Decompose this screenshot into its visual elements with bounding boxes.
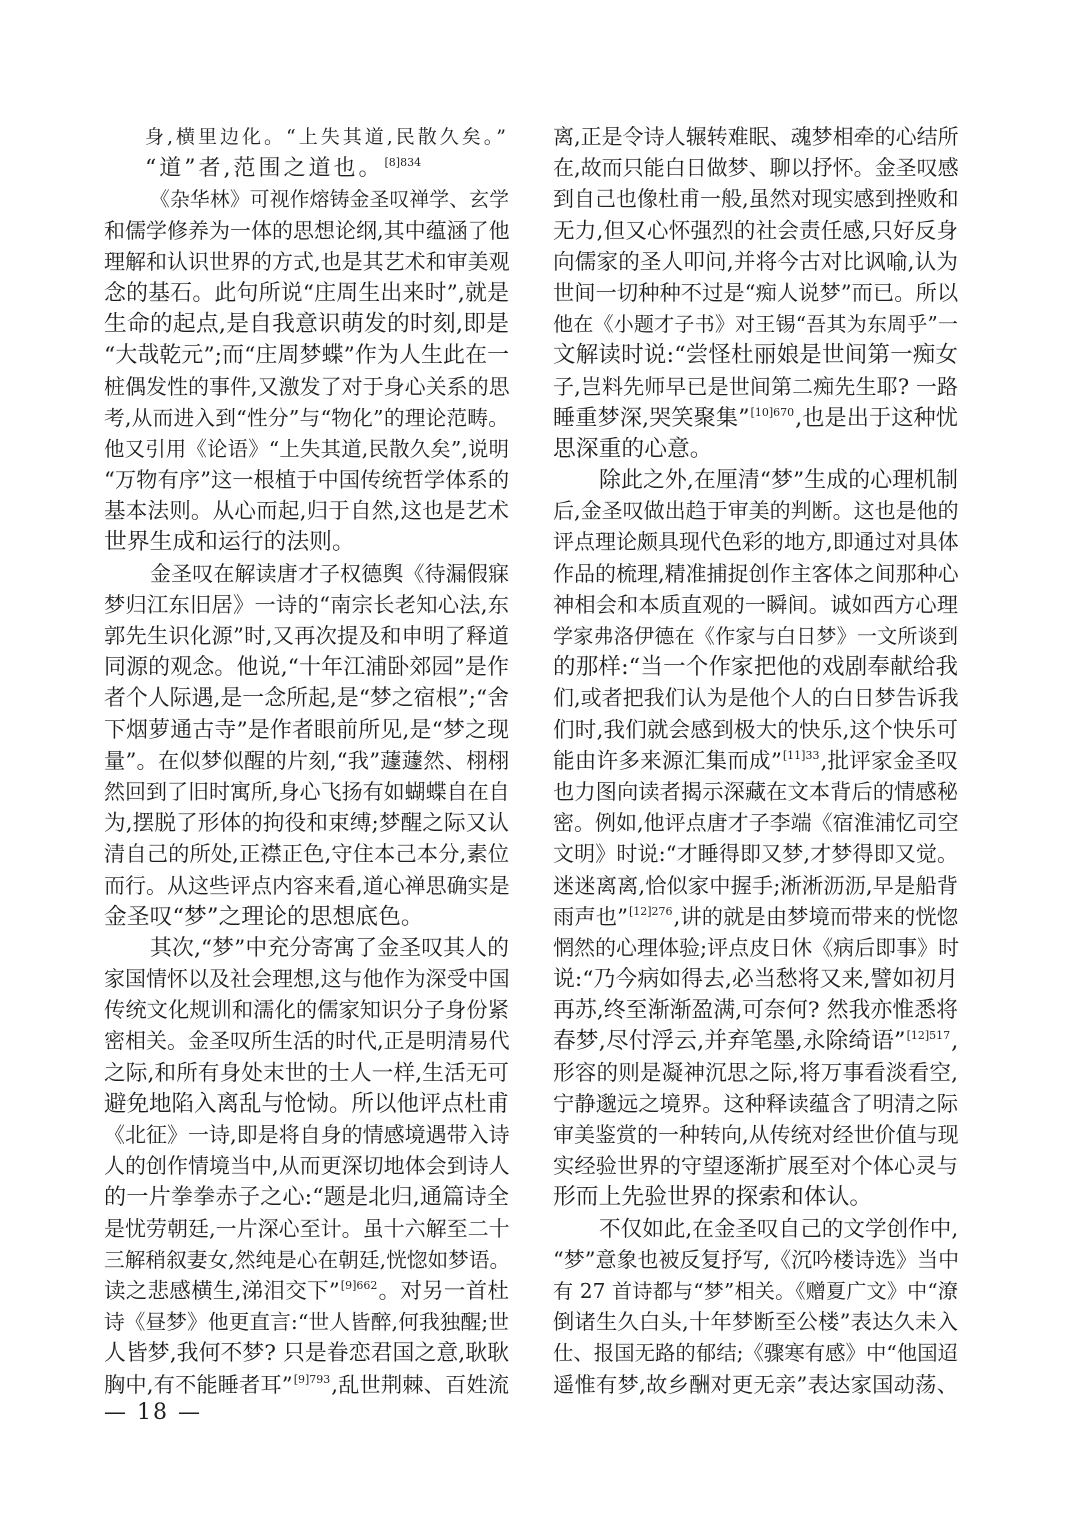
text-line: 同源的观念。他说,“十年江浦卧郊园”是作 [104,655,509,681]
text-line: 子,岂料先师早已是世间第二痴先生耶? 一路 [553,374,958,399]
text-line: 清自己的所处,正襟正色,守住本己本分,素位 [104,842,509,868]
text-segment: ,也是出于这种忧 [795,404,958,431]
text-line: 而行。从这些评点内容来看,道心禅思确实是 [104,873,510,898]
text-line: 学家弗洛伊德在《作家与白日梦》一文所谈到 [553,624,958,648]
text-line: 的一片拳拳赤子之心:“题是北归,通篇诗全 [104,1184,509,1211]
text-line: 后,金圣叹做出趋于审美的判断。这也是他的 [553,499,959,524]
text-line [104,153,509,184]
text-line: 他在《小题才子书》对王锡“吾其为东周乎”一 [553,312,958,337]
text-line: 郭先生识化源”时,又再次提及和申明了释道 [104,624,509,649]
text-line: 密相关。金圣叹所生活的时代,正是明清易代 [104,1029,510,1054]
text-line: 说:“乃今病如得去,必当愁将又来,譬如初月 [553,967,958,993]
text-line [553,403,958,434]
text-line: 神相会和本质直观的一瞬间。诚如西方心理 [553,592,958,618]
text-line: 诗《昼梦》他更直言:“世人皆醉,何我独醒;世 [104,1310,509,1335]
text-line: 实经验世界的守望逐渐扩展至对个体心灵与 [553,1154,958,1180]
paragraph [553,122,958,465]
text-line: 文明》时说:“才睡得即又梦,才梦得即又觉。 [553,842,958,867]
text-line [553,902,958,933]
text-line: 世间一切种种不过是“痴人说梦”而已。所以 [553,280,959,306]
text-line: 者个人际遇,是一念所起,是“梦之宿根”;“舍 [104,686,510,712]
text-segment: 。对另一首杜 [378,1278,509,1304]
right-column [553,122,958,1401]
text-line: 家国情怀以及社会理想,这与他作为深受中国 [104,967,510,992]
text-line: 人的创作情境当中,从而更深切地体会到诗人 [104,1154,510,1179]
text-segment: “道”者,范围之道也。 [145,156,384,182]
text-line: 他又引用《论语》“上失其道,民散久矣”,说明 [104,436,509,461]
text-line [104,1370,509,1401]
text-line: 身,横里边化。“上失其道,民散久矣。” [145,126,510,148]
text-line: 和儒学修养为一体的思想论纲,其中蕴涵了他 [104,218,510,243]
text-line: 宁静邈远之境界。这种释读蕴含了明清之际 [553,1091,958,1117]
text-line: 迷迷离离,恰似家中握手;淅淅沥沥,早是船背 [553,873,958,899]
text-line: 然回到了旧时寓所,身心飞扬有如蝴蝶自在自 [104,779,510,804]
text-line: 有 27 首诗都与“梦”相关。《赠夏广文》中“潦 [553,1278,958,1303]
citation-reference: [11]33 [782,748,820,762]
paragraph [553,465,958,1214]
text-line: 思深重的心意。 [553,435,713,462]
text-line: 下烟萝通古寺”是作者眼前所见,是“梦之现 [104,717,509,743]
text-segment: 春梦,尽付浮云,并弃笔墨,永除绮语” [553,1028,906,1055]
text-line [553,1026,958,1057]
text-line: 传统文化规训和濡化的儒家知识分子身份紧 [104,998,509,1024]
text-line: 梦归江东旧居》一诗的“南宗长老知心法,东 [104,592,509,618]
text-line: 《北征》一诗,即是将自身的情感境遇带入诗 [104,1123,510,1147]
text-line: 密。例如,他评点唐才子李端《宿淮浦忆司空 [553,811,959,836]
text-line: 再苏,终至渐渐盈满,可奈何? 然我亦惟悉将 [553,998,958,1024]
text-line [553,746,958,777]
text-line: 人皆梦,我何不梦? 只是眷恋君国之意,耿耿 [104,1341,509,1367]
text-line: 理解和认识世界的方式,也是其艺术和审美观 [104,249,510,274]
text-segment: ,乱世荆棘、百姓流 [331,1372,509,1398]
text-line: 倒诸生久白头,十年梦断至公楼”表达久未入 [553,1310,958,1336]
text-segment: , [951,1028,959,1055]
text-line: 们,或者把我们认为是他个人的白日梦告诉我 [553,686,959,711]
text-line: 惘然的心理体验;评点皮日休《病后即事》时 [553,935,960,960]
paragraph [104,184,509,558]
text-line: 作品的梳理,精准捕捉创作主客体之间那种心 [553,561,959,586]
citation-reference: [9]793 [293,1372,331,1386]
citation-reference: [10]670 [750,405,795,419]
text-segment: 胸中,有不能睡者耳” [104,1372,293,1398]
text-line: 评点理论颇具现代色彩的地方,即通过对具体 [553,530,959,555]
text-segment: 能由许多来源汇集而成” [553,748,782,774]
text-line: 不仅如此,在金圣叹自己的文学创作中, [599,1216,959,1242]
text-line: 仕、报国无路的郁结;《骤寒有感》中“他国迢 [553,1341,958,1366]
text-line: 《杂华林》可视作熔铸金圣叹禅学、玄学 [150,188,509,212]
text-line: 金圣叹“梦”之理论的思想底色。 [104,903,424,930]
text-line: 三解稍叙妻女,然纯是心在朝廷,恍惚如梦语。 [104,1247,511,1272]
text-line: 向儒家的圣人叩问,并将今古对比讽喻,认为 [553,249,958,275]
text-line: 其次,“梦”中充分寄寓了金圣叹其人的 [150,935,509,961]
text-line: 遥惟有梦,故乡酬对更无亲”表达家国动荡、 [553,1372,958,1398]
paragraph [104,933,509,1401]
text-line: 基本法则。从心而起,归于自然,这也是艺术 [104,499,509,525]
text-line: 之际,和所有身处末世的士人一样,生活无可 [104,1060,509,1086]
text-line: 为,摆脱了形体的拘役和束缚;梦醒之际又认 [104,811,509,837]
paragraph [104,559,509,933]
text-line: 离,正是令诗人辗转难眠、魂梦相牵的心结所 [553,125,959,149]
text-line: 世界生成和运行的法则。 [104,529,355,556]
text-line: 们时,我们就会感到极大的快乐,这个快乐可 [553,717,958,743]
text-line: 金圣叹在解读唐才子权德舆《待漏假寐 [150,561,509,586]
text-line: 是忧劳朝廷,一片深心至计。虽十六解至二十 [104,1216,510,1241]
text-segment: ,讲的就是由梦境而带来的恍惚 [673,904,958,930]
text-segment: 雨声也” [553,904,628,930]
text-segment: 读之悲感横生,涕泪交下” [104,1278,340,1304]
text-line: 形而上先验世界的探索和体认。 [553,1184,873,1211]
citation-reference: [9]662 [340,1278,378,1292]
text-line: 生命的起点,是自我意识萌发的时刻,即是 [104,311,509,338]
text-line: 念的基石。此句所说“庄周生出来时”,就是 [104,280,509,306]
text-line: 避免地陷入离乱与怆恸。所以他评点杜甫 [104,1090,510,1117]
citation-reference: [12]517 [906,1029,951,1043]
text-line: 量”。在似梦似醒的片刻,“我”蘧蘧然、栩栩 [104,748,509,774]
text-line: 到自己也像杜甫一般,虽然对现实感到挫败和 [553,187,959,212]
text-segment: ,批评家金圣叹 [820,748,958,774]
block-quote [104,122,509,184]
left-column [104,122,509,1401]
text-line: 桩偶发性的事件,又激发了对于身心关系的思 [104,374,510,399]
text-line: 考,从而进入到“性分”与“物化”的理论范畴。 [104,405,509,430]
paragraph [553,1214,958,1401]
text-line: 形容的则是凝神沉思之际,将万事看淡看空, [553,1060,958,1086]
text-line: 除此之外,在厘清“梦”生成的心理机制 [599,468,958,494]
text-segment: 睡重梦深,哭笑聚集” [553,404,750,431]
text-line: 在,故而只能白日做梦、聊以抒怀。金圣叹感 [553,156,959,181]
text-line: “大哉乾元”;而“庄周梦蝶”作为人生此在一 [104,343,509,369]
citation-reference: [12]276 [628,904,673,918]
citation-reference: [8]834 [384,156,422,170]
text-line: 文解读时说:“尝怪杜丽娘是世间第一痴女 [553,342,958,369]
text-line: 审美鉴赏的一种转向,从传统对经世价值与现 [553,1123,959,1147]
text-line: 无力,但又心怀强烈的社会责任感,只好反身 [553,218,958,244]
page-number: — 18 — [104,1400,202,1425]
text-line: “梦”意象也被反复抒写,《沉吟楼诗选》当中 [553,1247,960,1272]
text-line [104,1276,509,1307]
text-line: 也力图向读者揭示深藏在文本背后的情感秘 [553,779,958,805]
text-line: 的那样:“当一个作家把他的戏剧奉献给我 [553,654,958,681]
text-line: “万物有序”这一根植于中国传统哲学体系的 [104,468,510,494]
